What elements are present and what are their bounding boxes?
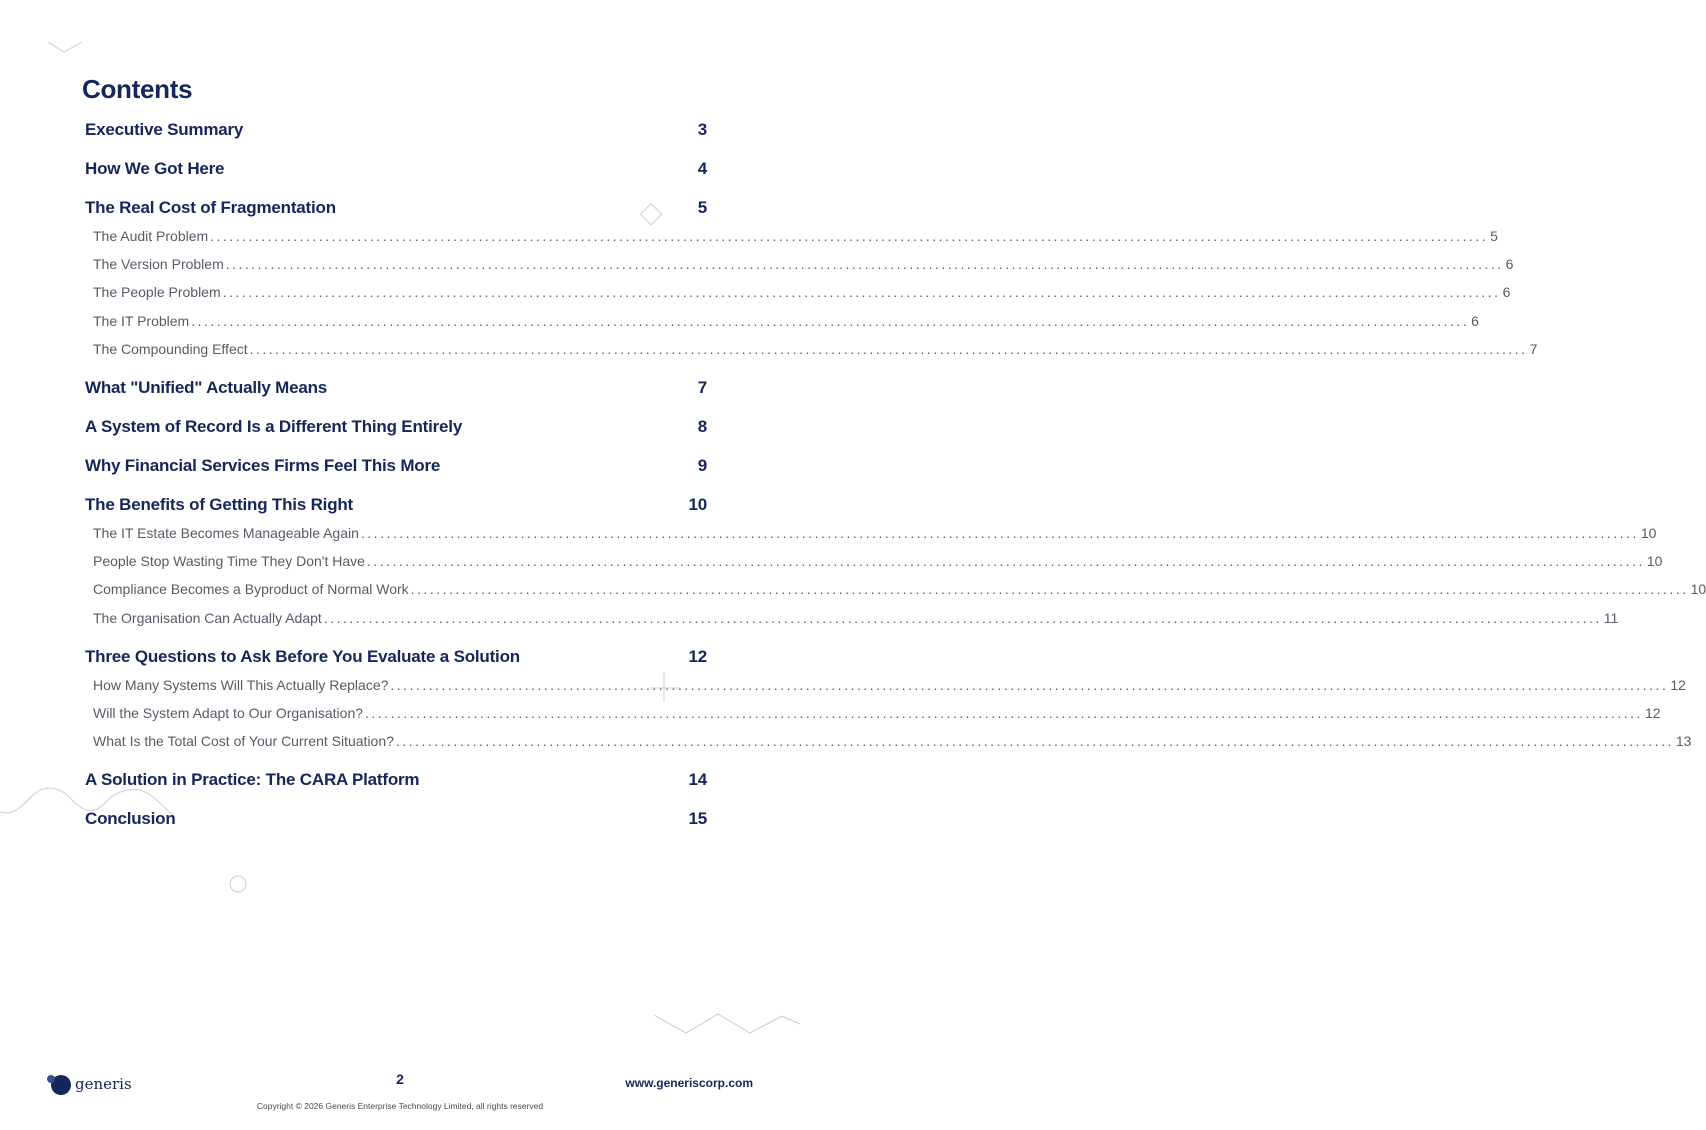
toc-subsection-entry[interactable] xyxy=(93,671,1686,699)
subsection-page-number: 6 xyxy=(1502,284,1511,301)
toc-section-entry[interactable] xyxy=(85,116,707,144)
toc-subsection-entry[interactable] xyxy=(93,699,1661,727)
section-title: A Solution in Practice: The CARA Platform xyxy=(85,770,420,790)
dot-leader: ........................................................................................................................................................................................................ xyxy=(225,256,1504,273)
section-title: What "Unified" Actually Means xyxy=(85,377,328,397)
toc-subsection-entry[interactable] xyxy=(93,335,1538,363)
toc-subsection-entry[interactable] xyxy=(93,547,1663,575)
page-number: 2 xyxy=(396,1071,404,1087)
dot-leader: ........................................................................................................................................................................................................ xyxy=(366,553,1645,570)
subsection-title: The Organisation Can Actually Adapt xyxy=(93,609,322,626)
dot-leader: ........................................................................................................................................................................................................ xyxy=(191,312,1470,329)
toc-section-entry[interactable] xyxy=(85,413,707,441)
toc-section-entry[interactable] xyxy=(85,491,707,519)
subsection-page-number: 5 xyxy=(1490,228,1498,244)
subsection-title: The IT Problem xyxy=(93,312,190,329)
section-page-number: 14 xyxy=(688,770,707,790)
subsection-page-number: 10 xyxy=(1690,581,1706,598)
dot-leader: ........................................................................................................................................................................................................ xyxy=(323,609,1602,626)
subsection-title: The IT Estate Becomes Manageable Again xyxy=(93,524,359,541)
subsection-page-number: 6 xyxy=(1505,256,1514,273)
subsection-title: Compliance Becomes a Byproduct of Normal Work xyxy=(93,581,409,598)
dot-leader: ........................................................................................................................................................................................................ xyxy=(410,581,1689,598)
zigzag-decoration xyxy=(654,1014,800,1033)
subsection-title: What Is the Total Cost of Your Current Situation? xyxy=(93,733,394,750)
section-page-number: 7 xyxy=(697,377,707,397)
subsection-title: The People Problem xyxy=(93,284,221,301)
subsection-page-number: 10 xyxy=(1646,553,1663,570)
toc-subsection-entry[interactable] xyxy=(93,222,1498,250)
toc-section-entry[interactable] xyxy=(85,194,707,222)
toc-subsection-entry[interactable] xyxy=(93,307,1479,335)
toc-subsection-entry[interactable] xyxy=(93,604,1619,632)
section-page-number: 15 xyxy=(688,809,707,829)
logo-text: generis xyxy=(75,1075,132,1093)
section-page-number: 5 xyxy=(697,198,707,217)
toc-subsection-entry[interactable] xyxy=(93,519,1657,547)
section-page-number: 9 xyxy=(697,455,707,475)
subsection-title: The Audit Problem xyxy=(93,228,209,244)
subsection-page-number: 12 xyxy=(1644,704,1661,721)
subsection-page-number: 6 xyxy=(1471,312,1479,329)
chevron-decoration xyxy=(48,42,82,52)
contents-title: Contents xyxy=(82,74,193,104)
toc-subsection-entry[interactable] xyxy=(93,278,1511,306)
subsection-page-number: 12 xyxy=(1670,676,1686,693)
section-title: How We Got Here xyxy=(85,159,225,178)
toc-section-entry[interactable] xyxy=(85,452,707,480)
section-title: Conclusion xyxy=(85,809,176,829)
subsection-title: Will the System Adapt to Our Organisation? xyxy=(93,704,364,721)
toc-section-entry[interactable] xyxy=(85,155,707,183)
toc-subsection-entry[interactable] xyxy=(93,727,1692,755)
dot-leader: ........................................................................................................................................................................................................ xyxy=(365,704,1643,721)
dot-leader: ........................................................................................................................................................................................................ xyxy=(390,676,1669,693)
toc-section-entry[interactable] xyxy=(85,374,707,402)
copyright-notice: Copyright © 2026 Generis Enterprise Technology Limited, all rights reserved xyxy=(256,1101,544,1111)
subsection-page-number: 13 xyxy=(1675,733,1692,750)
website-link[interactable]: www.generiscorp.com xyxy=(625,1076,753,1090)
dot-leader: ........................................................................................................................................................................................................ xyxy=(249,340,1528,357)
section-title: Why Financial Services Firms Feel This More xyxy=(85,455,441,475)
section-title: Executive Summary xyxy=(85,120,244,139)
dot-leader: ........................................................................................................................................................................................................ xyxy=(222,284,1501,301)
subsection-title: How Many Systems Will This Actually Replace? xyxy=(93,676,389,693)
toc-section-entry[interactable] xyxy=(85,805,707,833)
section-title: Three Questions to Ask Before You Evaluate a Solution xyxy=(85,646,520,666)
circle-decoration xyxy=(230,876,246,892)
toc-section-entry[interactable] xyxy=(85,766,707,794)
dot-leader: ........................................................................................................................................................................................................ xyxy=(360,524,1639,541)
toc-subsection-entry[interactable] xyxy=(93,575,1706,603)
dot-leader: ........................................................................................................................................................................................................ xyxy=(210,228,1489,244)
toc-section-entry[interactable] xyxy=(85,643,707,671)
section-title: The Benefits of Getting This Right xyxy=(85,494,354,514)
subsection-page-number: 10 xyxy=(1640,524,1657,541)
subsection-title: The Version Problem xyxy=(93,256,224,273)
section-page-number: 12 xyxy=(688,646,707,666)
section-page-number: 10 xyxy=(688,494,707,514)
toc-subsection-entry[interactable] xyxy=(93,250,1514,278)
section-page-number: 8 xyxy=(697,416,707,436)
section-page-number: 3 xyxy=(697,120,707,139)
section-page-number: 4 xyxy=(697,159,707,178)
subsection-page-number: 11 xyxy=(1603,609,1619,626)
subsection-title: People Stop Wasting Time They Don't Have xyxy=(93,553,365,570)
section-title: The Real Cost of Fragmentation xyxy=(85,198,336,217)
subsection-page-number: 7 xyxy=(1529,340,1538,357)
dot-leader: ........................................................................................................................................................................................................ xyxy=(395,733,1674,750)
section-title: A System of Record Is a Different Thing Entirely xyxy=(85,416,463,436)
subsection-title: The Compounding Effect xyxy=(93,340,248,357)
table-of-contents xyxy=(85,116,1706,833)
